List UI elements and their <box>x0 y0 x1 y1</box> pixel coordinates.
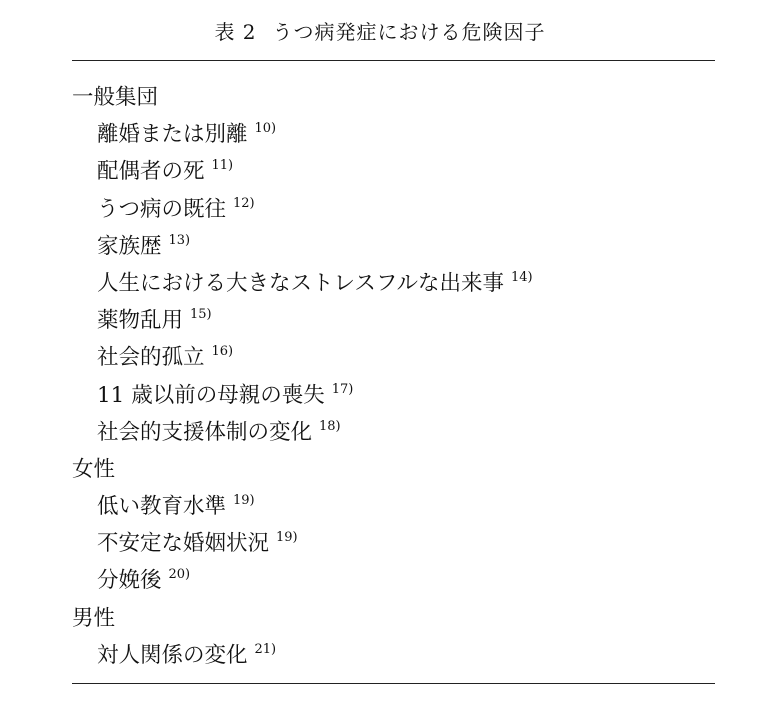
top-rule <box>72 60 715 61</box>
group-heading <box>72 600 715 637</box>
reference-superscript: 12) <box>233 195 255 211</box>
risk-factor-item <box>72 414 715 451</box>
group-label: 一般集団 <box>72 85 159 110</box>
reference-superscript: 20) <box>168 567 191 583</box>
reference-superscript: 13) <box>168 232 191 248</box>
table-caption: うつ病発症における危険因子 <box>272 20 546 44</box>
risk-factor-label: 離婚または別離 <box>97 122 248 148</box>
risk-factor-label: 不安定な婚姻状況 <box>97 531 270 557</box>
risk-factor-list <box>72 79 715 674</box>
risk-factor-item <box>72 377 715 414</box>
risk-factor-item <box>72 637 715 674</box>
risk-factor-item <box>72 116 715 153</box>
risk-factor-item <box>72 191 715 228</box>
risk-factor-item <box>72 339 715 376</box>
risk-factor-label: 薬物乱用 <box>97 308 184 334</box>
group-heading <box>72 79 715 116</box>
risk-factor-label: 社会的支援体制の変化 <box>97 419 313 445</box>
group-heading <box>72 451 715 488</box>
reference-superscript: 16) <box>211 344 234 360</box>
bottom-rule <box>72 683 715 684</box>
risk-factor-item <box>72 228 715 265</box>
risk-factor-item <box>72 265 715 302</box>
risk-factor-item <box>72 525 715 562</box>
reference-superscript: 19) <box>276 530 298 546</box>
group-label: 女性 <box>72 456 116 482</box>
reference-superscript: 14) <box>511 269 533 285</box>
table-number: 表 2 <box>214 20 257 44</box>
risk-factor-label: 社会的孤立 <box>97 345 205 371</box>
risk-factor-item <box>72 302 715 339</box>
reference-superscript: 21) <box>254 641 277 657</box>
risk-factor-label: 11 歳以前の母親の喪失 <box>97 382 325 408</box>
group-label: 男性 <box>72 605 116 631</box>
risk-factor-label: 対人関係の変化 <box>97 642 248 668</box>
risk-factor-label: 家族歴 <box>97 233 162 259</box>
risk-factor-label: 分娩後 <box>97 568 162 594</box>
reference-superscript: 17) <box>331 381 354 397</box>
risk-factor-item <box>72 562 715 599</box>
risk-factor-label: 低い教育水準 <box>97 494 227 520</box>
reference-superscript: 18) <box>319 418 341 434</box>
risk-factor-label: 人生における大きなストレスフルな出来事 <box>97 270 504 296</box>
reference-superscript: 11) <box>211 158 234 174</box>
reference-superscript: 15) <box>190 307 212 323</box>
risk-factor-item <box>72 153 715 190</box>
risk-factor-item <box>72 488 715 525</box>
table-title <box>0 18 760 46</box>
risk-factor-label: うつ病の既往 <box>97 196 227 222</box>
reference-superscript: 10) <box>254 121 277 137</box>
reference-superscript: 19) <box>233 493 255 509</box>
risk-factor-label: 配偶者の死 <box>97 159 205 185</box>
